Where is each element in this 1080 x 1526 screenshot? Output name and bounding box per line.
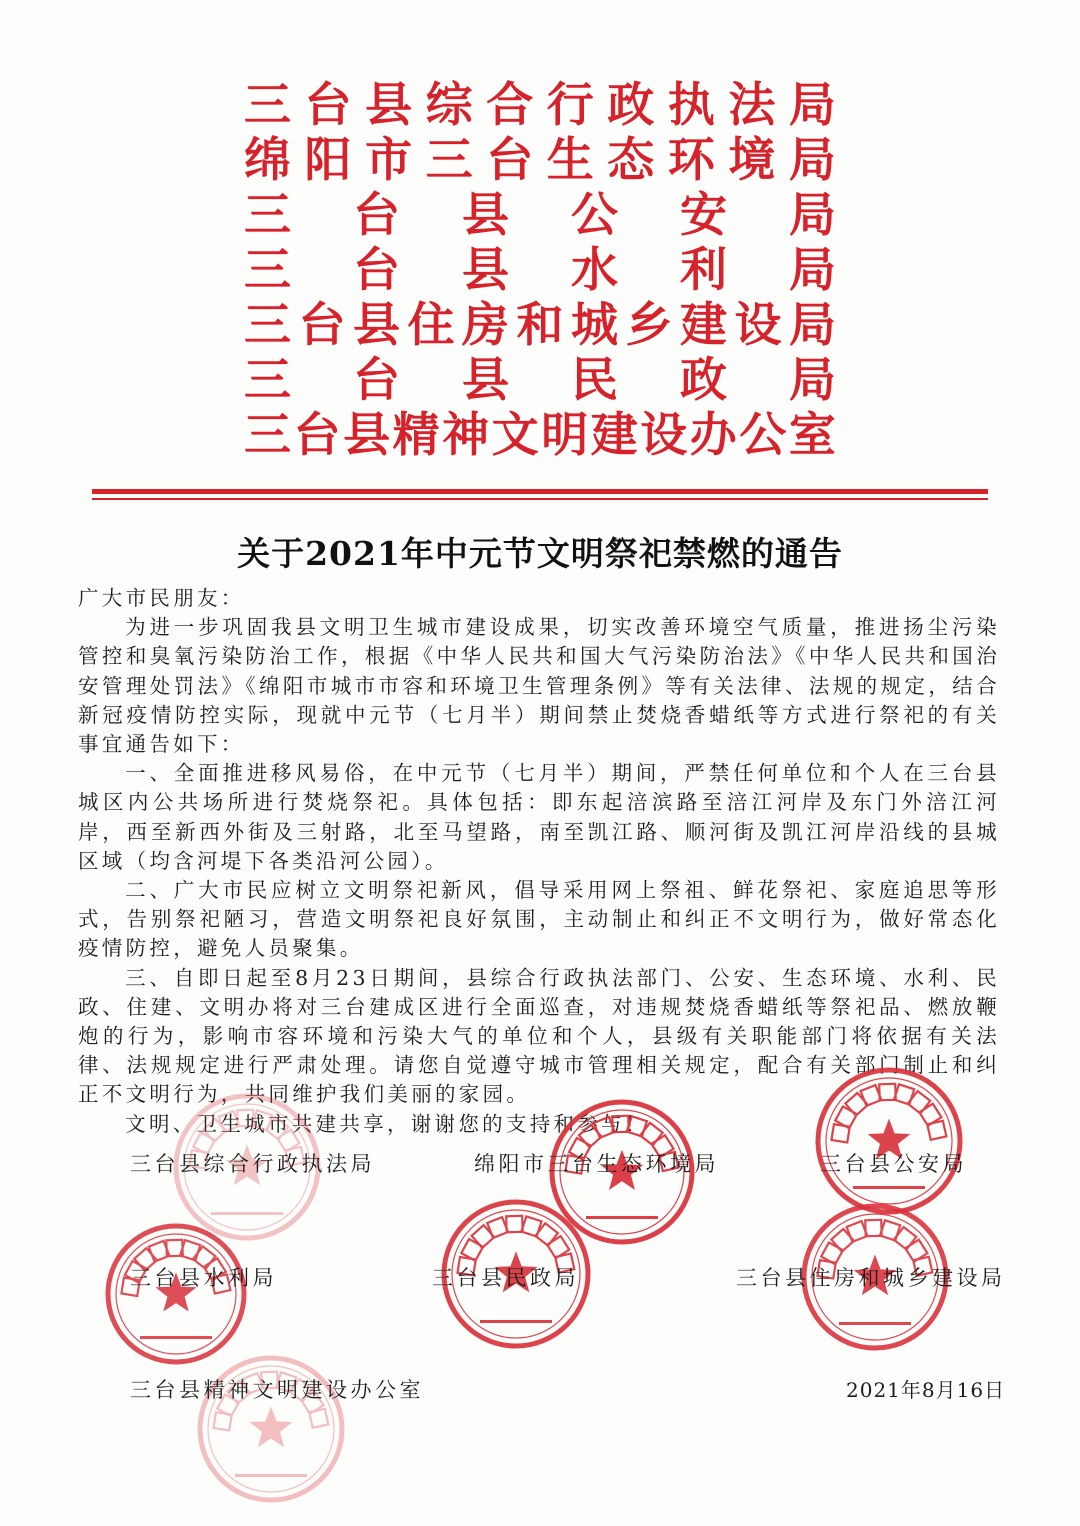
- seal-glyph-mark: [237, 1110, 253, 1126]
- org-char: 建: [680, 298, 727, 353]
- item-1-paragraph: 一、全面推进移风易俗，在中元节（七月半）期间，严禁任何单位和个人在三台县城区内公共场所进行焚烧祭祀。具体包括：即东起涪滨路至涪江河岸及东门外涪江河岸，西至新西外街及三射路，北至马望路，南至凯江路、顺河街及凯江河岸沿线的县城区域（均含河堤下各类沿河公园）。: [78, 761, 1000, 873]
- org-char: 室: [788, 408, 836, 463]
- signature-org: 三台县综合行政执法局: [130, 1152, 375, 1176]
- salutation: 广大市民朋友：: [78, 586, 245, 610]
- org-char: 三: [244, 188, 291, 243]
- org-line: [244, 78, 836, 133]
- org-char: 法: [728, 78, 776, 133]
- org-char: 公: [571, 188, 618, 243]
- notice-title: 关于2021年中元节文明祭祀禁燃的通告: [237, 534, 843, 573]
- org-char: 民: [571, 353, 618, 408]
- org-char: 三: [244, 298, 291, 353]
- org-char: 县: [462, 353, 509, 408]
- org-char: 三: [244, 243, 291, 298]
- seal-glyph-mark: [266, 1117, 288, 1139]
- org-char: 住: [407, 298, 455, 353]
- org-line: [244, 133, 836, 188]
- org-line: [244, 408, 836, 463]
- seal-glyph-mark: [472, 1225, 495, 1248]
- seal-glyph-mark: [861, 1085, 882, 1106]
- org-char: 台: [353, 188, 400, 243]
- seal-serial-mark: [586, 1216, 658, 1219]
- org-char: 生: [546, 133, 594, 188]
- org-char: 政: [607, 78, 655, 133]
- header-divider-thin: [92, 498, 988, 500]
- org-char: 市: [365, 133, 413, 188]
- org-char: 设: [640, 408, 688, 463]
- seal-glyph-mark: [908, 1091, 930, 1113]
- intro-paragraph: 为进一步巩固我县文明卫生城市建设成果，切实改善环境空气质量，推进扬尘污染管控和臭氧污染防治工作，根据《中华人民共和国大气污染防治法》《中华人民共和国治安管理处罚法》《绵阳市城市市容和环境卫生管理条例》等有关法律、法规的规定，结合新冠疫情防控实际，现就中元节（七月半）期间禁止焚烧香蜡纸等方式进行祭祀的有关事宜通告如下：: [78, 615, 1000, 757]
- org-char: 绵: [244, 133, 291, 188]
- seal-glyph-mark: [831, 1229, 854, 1252]
- seal-glyph-mark: [487, 1217, 508, 1238]
- org-char: 阳: [304, 133, 352, 188]
- org-name: [244, 298, 836, 353]
- org-char: 县: [353, 298, 400, 353]
- org-char: 局: [789, 353, 836, 408]
- seal-glyph-mark: [865, 1220, 881, 1236]
- seal-glyph-mark: [879, 1084, 895, 1100]
- signature-org: 三台县公安局: [820, 1152, 967, 1176]
- org-line: [244, 353, 836, 408]
- seal-glyph-mark: [927, 1121, 946, 1140]
- org-char: 县: [462, 188, 509, 243]
- org-char: 局: [789, 298, 836, 353]
- org-char: 房: [462, 298, 509, 353]
- seal-serial-mark: [140, 1336, 212, 1339]
- org-char: 行: [546, 78, 594, 133]
- org-char: 综: [425, 78, 473, 133]
- header-divider-thick: [92, 489, 988, 494]
- org-name: [244, 133, 836, 188]
- seal-glyph-mark: [880, 1220, 900, 1240]
- signature-org: 三台县住房和城乡建设局: [736, 1266, 1006, 1290]
- seal-glyph-mark: [203, 1119, 226, 1142]
- item-3-paragraph: 三、自即日起至8月23日期间，县综合行政执法部门、公安、生态环境、水利、民政、住建、文明办将对三台建成区进行全面巡查，对违规焚烧香蜡纸等祭祀品、燃放鞭炮的行为，影响市容环境和污染大气的单位和个人，县级有关职能部门将依据有关法律、法规规定进行严肃处理。请您自觉遵守城市管理相关规定，配合有关部门制止和纠正不文明行为，共同维护我们美丽的家园。: [78, 965, 1000, 1107]
- seal-serial-mark: [853, 1186, 925, 1189]
- org-char: 执: [667, 78, 715, 133]
- org-char: 安: [680, 188, 727, 243]
- org-char: 利: [680, 243, 727, 298]
- org-char: 县: [365, 78, 413, 133]
- org-char: 台: [293, 408, 341, 463]
- seal-glyph-mark: [847, 1221, 868, 1242]
- org-char: 台: [353, 353, 400, 408]
- org-char: 神: [442, 408, 490, 463]
- issue-date: 2021年8月16日: [846, 1378, 1006, 1402]
- org-char: 县: [343, 408, 391, 463]
- item-2-paragraph: 二、广大市民应树立文明祭祀新风，倡导采用网上祭祖、鲜花祭祀、家庭追思等形式，告别祭祀陋习，营造文明祭祀良好氛围，主动制止和纠正不文明行为，做好常态化疫情防控，避免人员聚集。: [78, 878, 1000, 961]
- org-line: [244, 298, 836, 353]
- org-char: 乡: [625, 298, 673, 353]
- org-char: 局: [788, 78, 836, 133]
- org-char: 公: [739, 408, 787, 463]
- seal-glyph-mark: [219, 1111, 240, 1132]
- org-char: 三: [425, 133, 473, 188]
- seal-glyph-mark: [627, 1116, 647, 1136]
- org-char: 设: [734, 298, 782, 353]
- org-char: 境: [728, 133, 776, 188]
- seal-star: [250, 1407, 293, 1448]
- org-char: 文: [491, 408, 539, 463]
- org-line: [244, 243, 836, 298]
- seal-serial-mark: [839, 1322, 911, 1325]
- org-char: 台: [304, 78, 352, 133]
- seal-glyph-mark: [894, 1227, 916, 1249]
- org-char: 办: [689, 408, 737, 463]
- seal-serial-mark: [480, 1320, 552, 1323]
- org-char: 三: [244, 408, 291, 463]
- org-name: [244, 78, 836, 133]
- seal-glyph-mark: [309, 1409, 328, 1428]
- org-name: [244, 408, 836, 463]
- org-name: [244, 353, 836, 408]
- org-char: 县: [462, 243, 509, 298]
- org-char: 合: [486, 78, 534, 133]
- org-name: [244, 188, 836, 243]
- seal-glyph-mark: [845, 1093, 868, 1116]
- notice-body: [78, 584, 1000, 1139]
- seal-glyph-mark: [506, 1216, 522, 1232]
- org-line: [244, 188, 836, 243]
- org-char: 水: [571, 243, 618, 298]
- seal-glyph-mark: [894, 1084, 914, 1104]
- org-char: 环: [667, 133, 715, 188]
- org-char: 三: [244, 353, 291, 408]
- seal-graphic: [814, 1066, 964, 1216]
- org-char: 三: [244, 78, 291, 133]
- org-char: 局: [789, 188, 836, 243]
- signature-org: 三台县精神文明建设办公室: [130, 1378, 424, 1402]
- seal-stamp-icon: [104, 1222, 248, 1366]
- org-name: [244, 243, 836, 298]
- seal-serial-mark: [211, 1212, 283, 1215]
- org-char: 政: [680, 353, 727, 408]
- seal-serial-mark: [235, 1474, 307, 1477]
- signature-org: 三台县民政局: [432, 1266, 579, 1290]
- org-char: 局: [788, 133, 836, 188]
- org-char: 城: [571, 298, 618, 353]
- org-char: 建: [590, 408, 638, 463]
- seal-stamp-icon: [814, 1066, 964, 1216]
- org-char: 局: [789, 243, 836, 298]
- closing-line: 文明、卫生城市共建共享，谢谢您的支持和参与！: [125, 1111, 649, 1136]
- seal-glyph-mark: [252, 1110, 272, 1130]
- org-char: 明: [541, 408, 589, 463]
- letterhead: [244, 78, 836, 463]
- org-char: 精: [392, 408, 440, 463]
- org-char: 台: [298, 298, 346, 353]
- signature-org: 三台县水利局: [130, 1266, 277, 1290]
- org-char: 台: [353, 243, 400, 298]
- signature-org: 绵阳市三台生态环境局: [474, 1152, 719, 1176]
- org-char: 态: [607, 133, 655, 188]
- org-char: 台: [486, 133, 534, 188]
- seal-graphic: [104, 1222, 248, 1366]
- org-char: 和: [516, 298, 564, 353]
